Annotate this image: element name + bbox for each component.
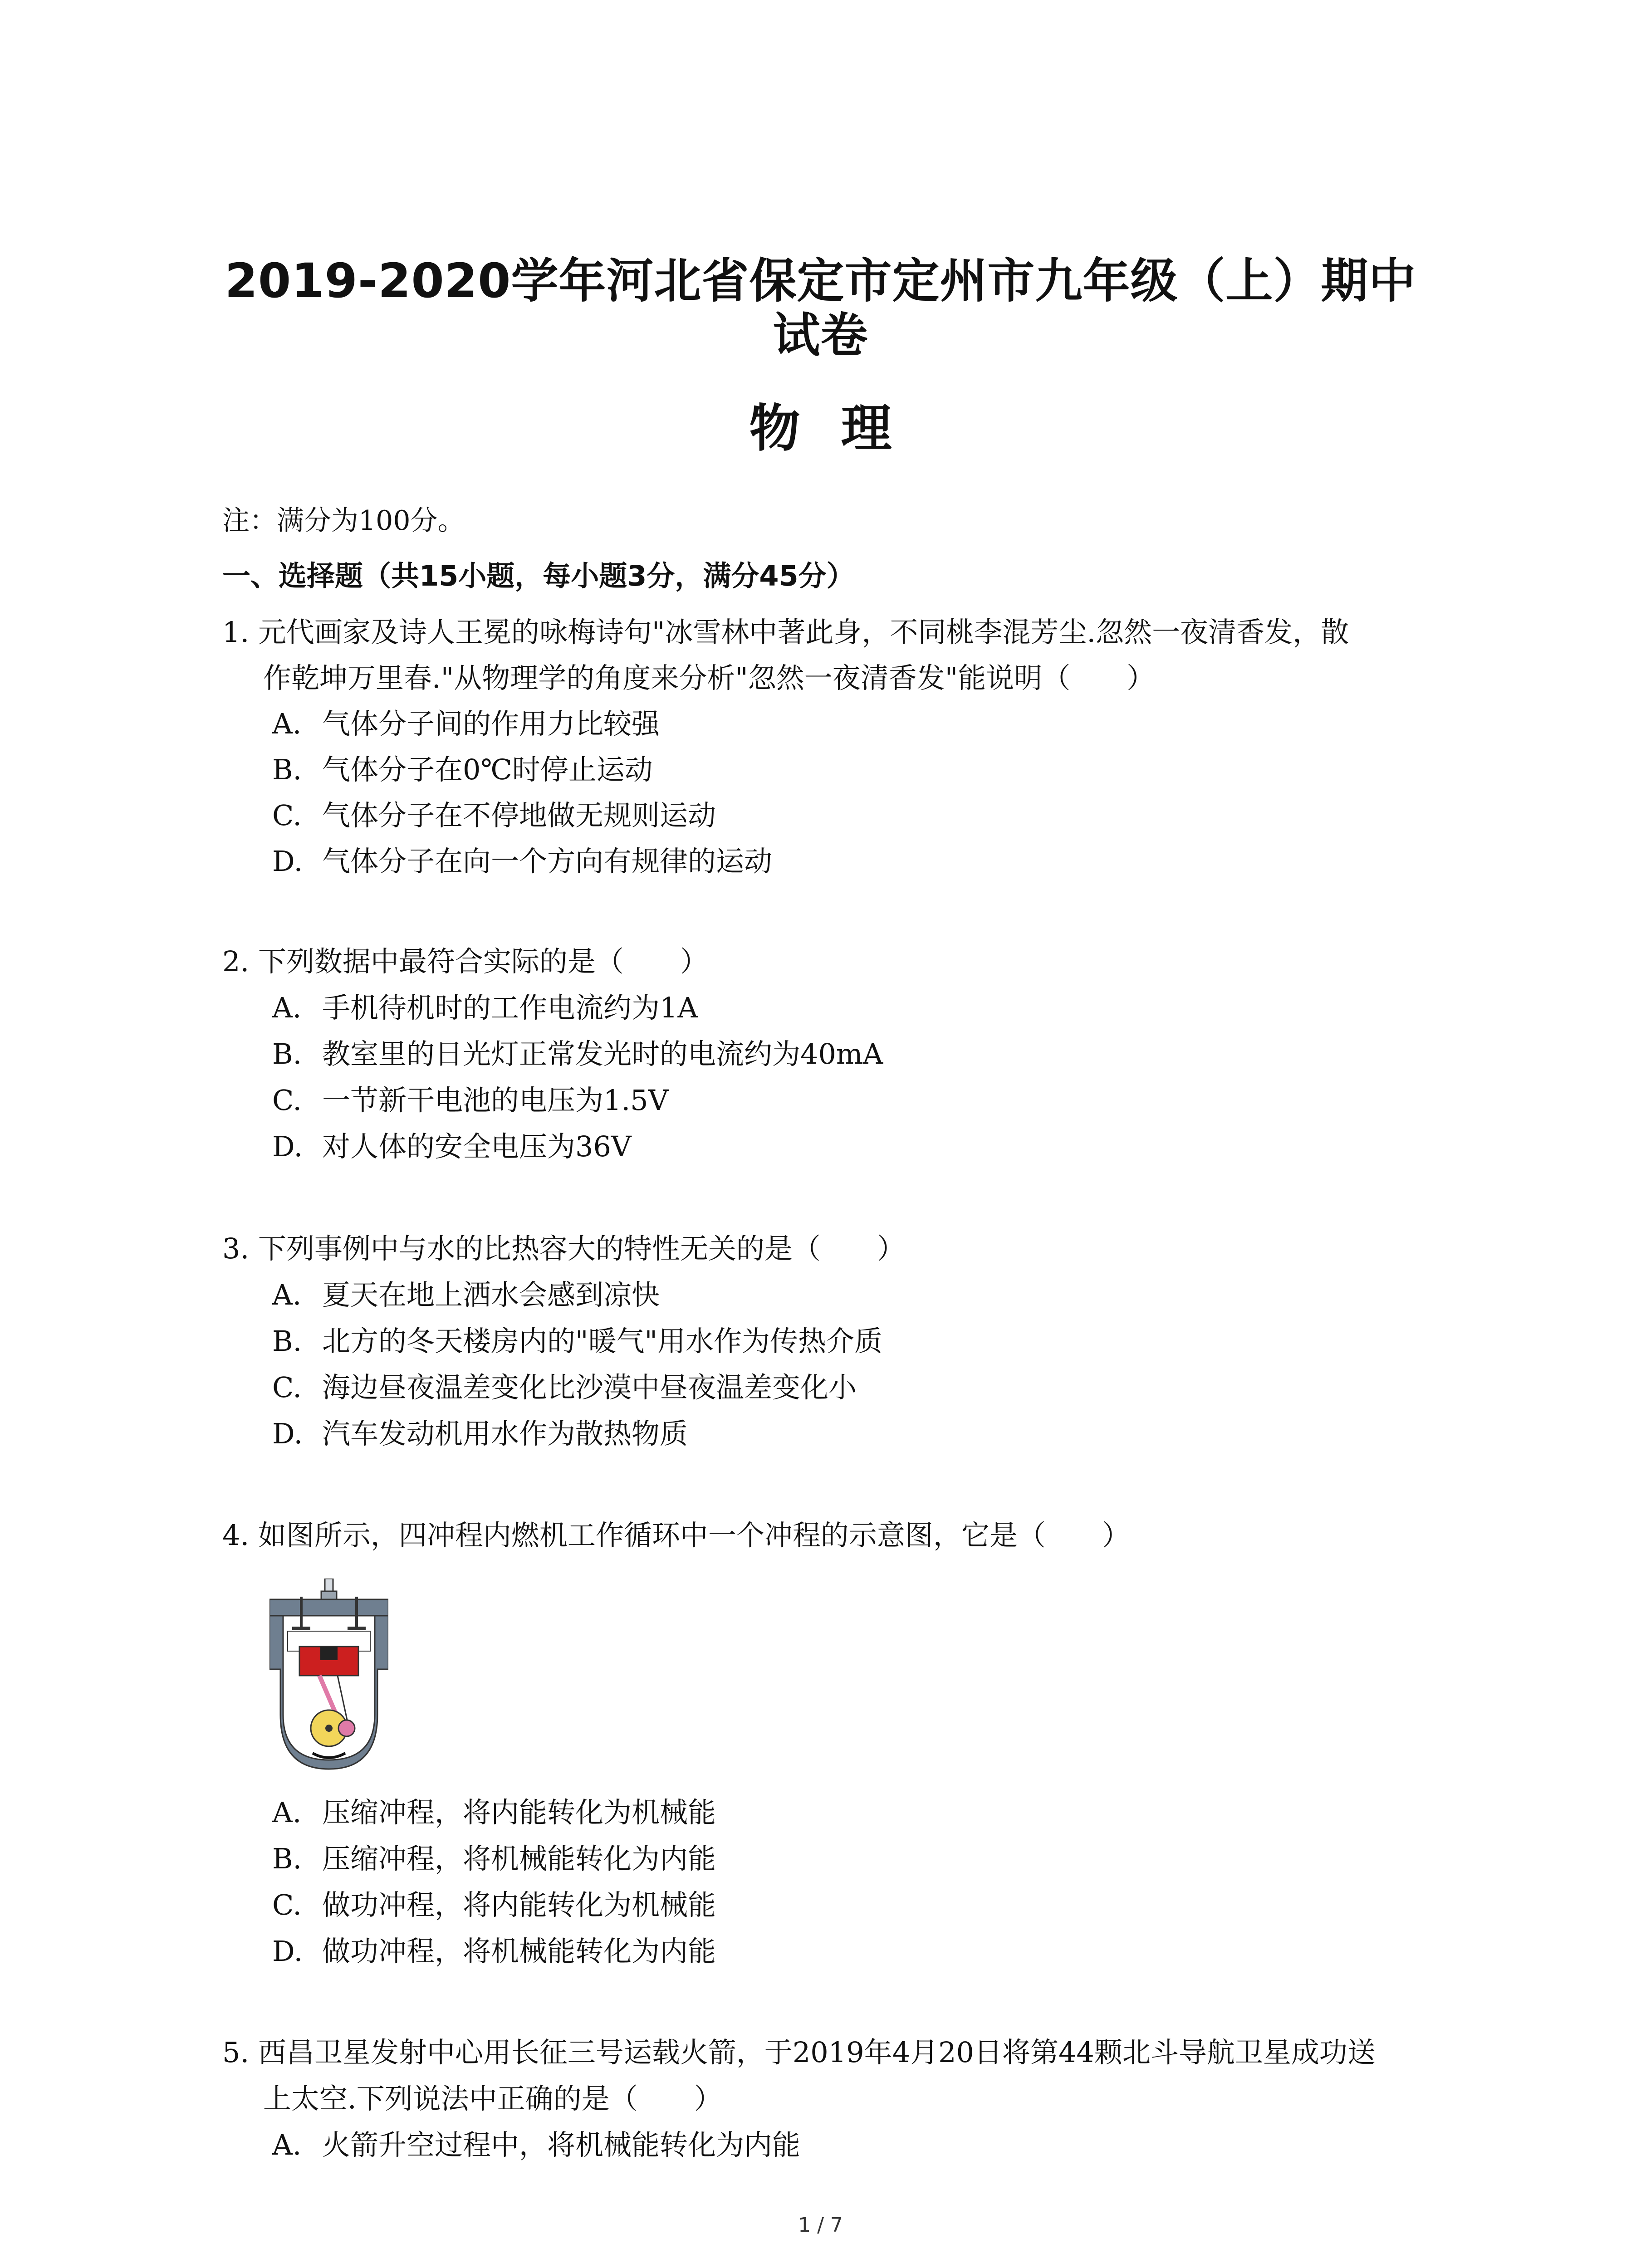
question-1-option-d bbox=[272, 843, 772, 880]
question-1-stem-line2: 作乾坤万里春."从物理学的角度来分析"忽然一夜清香发"能说明（ ） bbox=[263, 661, 1155, 694]
option-text: 火箭升空过程中，将机械能转化为内能 bbox=[322, 2128, 801, 2161]
option-label: C. bbox=[272, 1888, 302, 1921]
option-label: A. bbox=[272, 2128, 302, 2161]
question-2-stem: 2. 下列数据中最符合实际的是（ ） bbox=[222, 945, 708, 978]
option-label: B. bbox=[272, 1325, 302, 1358]
option-text: 海边昼夜温差变化比沙漠中昼夜温差变化小 bbox=[322, 1371, 857, 1404]
option-text: 气体分子在不停地做无规则运动 bbox=[322, 799, 716, 832]
option-text: 气体分子在0℃时停止运动 bbox=[322, 753, 653, 786]
option-label: D. bbox=[272, 1417, 303, 1450]
question-3-stem: 3. 下列事例中与水的比热容大的特性无关的是（ ） bbox=[222, 1232, 905, 1265]
option-label: A. bbox=[272, 707, 302, 740]
question-3-option-b bbox=[272, 1323, 882, 1359]
option-label: C. bbox=[272, 1371, 302, 1404]
question-2-option-d bbox=[272, 1129, 632, 1165]
option-text: 汽车发动机用水作为散热物质 bbox=[322, 1417, 688, 1450]
question-4-option-b bbox=[272, 1841, 716, 1877]
question-4-option-a bbox=[272, 1794, 716, 1831]
option-label: B. bbox=[272, 1842, 302, 1875]
option-text: 做功冲程，将内能转化为机械能 bbox=[322, 1888, 716, 1921]
option-text: 压缩冲程，将内能转化为机械能 bbox=[322, 1796, 716, 1829]
question-5-stem-line2: 上太空.下列说法中正确的是（ ） bbox=[263, 2082, 722, 2115]
option-text: 气体分子在向一个方向有规律的运动 bbox=[322, 845, 773, 878]
option-text: 压缩冲程，将机械能转化为内能 bbox=[322, 1842, 716, 1875]
engine-stroke-diagram bbox=[269, 1579, 388, 1774]
exam-subject: 物理 bbox=[749, 399, 933, 458]
question-4-option-d bbox=[272, 1933, 716, 1970]
question-5-option-a bbox=[272, 2127, 800, 2163]
option-label: D. bbox=[272, 1935, 303, 1968]
option-text: 做功冲程，将机械能转化为内能 bbox=[322, 1935, 716, 1968]
question-1-option-c bbox=[272, 797, 716, 834]
option-label: A. bbox=[272, 1796, 302, 1829]
exam-title-line2: 试卷 bbox=[773, 308, 868, 363]
option-text: 教室里的日光灯正常发光时的电流约为40mA bbox=[322, 1037, 883, 1070]
question-1-option-b bbox=[272, 752, 653, 788]
question-4-stem: 4. 如图所示，四冲程内燃机工作循环中一个冲程的示意图，它是（ ） bbox=[222, 1519, 1130, 1552]
question-3-option-a bbox=[272, 1277, 660, 1313]
question-2-option-a bbox=[272, 990, 698, 1026]
page-number: 1 / 7 bbox=[798, 2214, 843, 2237]
option-text: 北方的冬天楼房内的"暖气"用水作为传热介质 bbox=[322, 1325, 883, 1358]
option-label: D. bbox=[272, 1130, 303, 1163]
option-label: D. bbox=[272, 845, 303, 878]
section-heading-choice: 一、选择题（共15小题，每小题3分，满分45分） bbox=[222, 559, 855, 592]
question-2-option-b bbox=[272, 1036, 883, 1072]
option-text: 夏天在地上洒水会感到凉快 bbox=[322, 1278, 660, 1311]
option-label: B. bbox=[272, 1037, 302, 1070]
exam-title-line1: 2019-2020学年河北省保定市定州市九年级（上）期中 bbox=[225, 253, 1416, 308]
question-3-option-d bbox=[272, 1416, 688, 1452]
question-5-stem-line1: 5. 西昌卫星发射中心用长征三号运载火箭，于2019年4月20日将第44颗北斗导航卫星成功送 bbox=[222, 2036, 1376, 2069]
option-label: C. bbox=[272, 799, 302, 832]
option-label: C. bbox=[272, 1084, 302, 1117]
option-label: B. bbox=[272, 753, 302, 786]
question-4-option-c bbox=[272, 1887, 716, 1923]
option-text: 对人体的安全电压为36V bbox=[322, 1130, 632, 1163]
option-label: A. bbox=[272, 1278, 302, 1311]
question-3-option-c bbox=[272, 1369, 857, 1406]
question-1-stem-line1: 1. 元代画家及诗人王冕的咏梅诗句"冰雪林中著此身，不同桃李混芳尘.忽然一夜清香发，散 bbox=[222, 616, 1349, 649]
question-2-option-c bbox=[272, 1082, 668, 1119]
option-text: 气体分子间的作用力比较强 bbox=[322, 707, 660, 740]
option-text: 一节新干电池的电压为1.5V bbox=[322, 1084, 669, 1117]
score-note: 注：满分为100分。 bbox=[222, 505, 465, 537]
option-label: A. bbox=[272, 991, 302, 1024]
question-1-option-a bbox=[272, 706, 660, 742]
option-text: 手机待机时的工作电流约为1A bbox=[322, 991, 698, 1024]
